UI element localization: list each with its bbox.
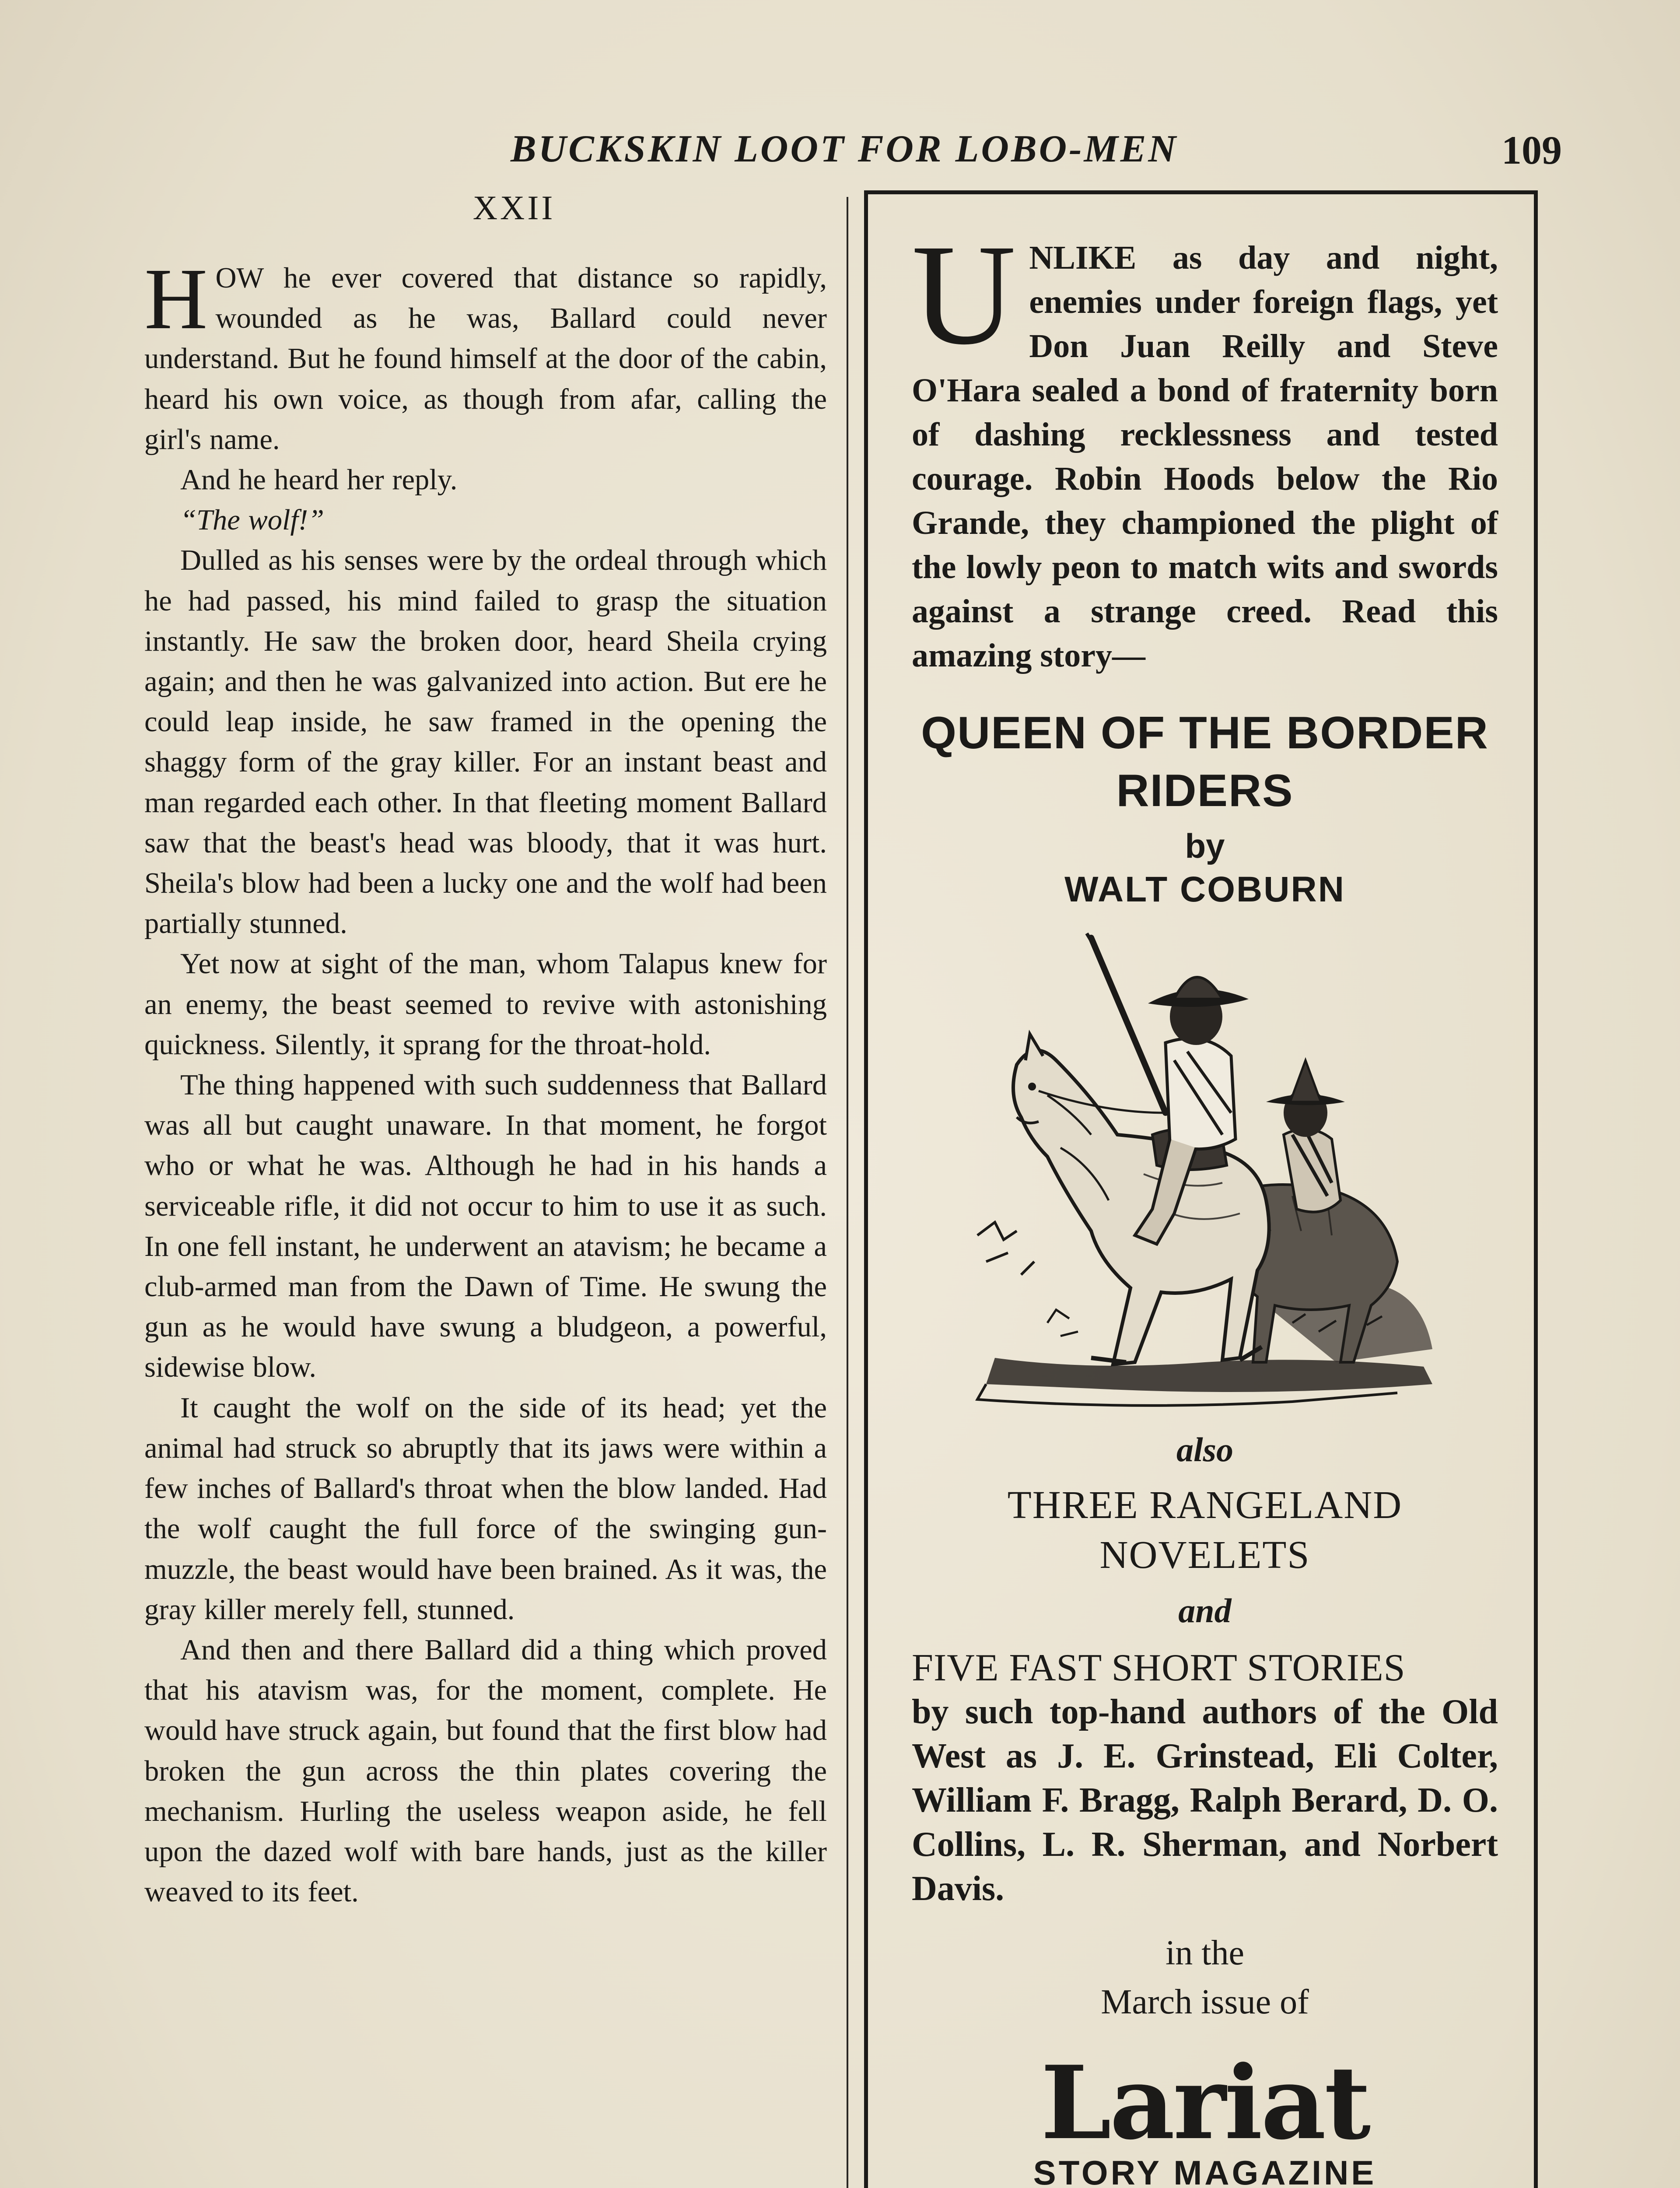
ad-and: and (1178, 1592, 1232, 1630)
story-paragraph: It caught the wolf on the side of its head; yet the animal had struck so abruptly that its jaws were within a few inches of Ballard's throat when the blow landed. Had the wolf caught the full force of the swinging gun-muzzle, the beast would have been brained. As it was, the gray killer merely fell, stunned. (144, 1392, 827, 1626)
ad-novelets: THREE RANGELAND NOVELETS (1007, 1483, 1403, 1577)
ad-author: WALT COBURN (1064, 870, 1345, 909)
magazine-subtitle: STORY MAGAZINE (1033, 2153, 1377, 2188)
story-paragraph: “The wolf!” (180, 504, 325, 536)
story-text (144, 251, 827, 1912)
drop-cap: H (144, 251, 208, 347)
ad-short-stories (912, 1646, 1498, 1911)
column-divider (847, 197, 848, 2188)
ad-intro-text: UNLIKE as day and night, enemies under foreign flags, yet Don Juan Reilly and Steve O'Hara sealed a bond of fraternity born of dashing recklessness and tested courage. Robin Hoods below the Rio Grande, they championed the plight of the lowly peon to match wits and swords against a strange creed. Read this amazing story— (912, 215, 1498, 674)
ad-authors-list: by such top-hand authors of the Old West as J. E. Grinstead, Eli Colter, William F. Bragg, Ralph Berard, D. O. Collins, L. R. Sherman, and Norbert Davis. (912, 1693, 1498, 1908)
story-column (144, 188, 827, 1912)
ad-short-stories-heading: FIVE FAST SHORT STORIES (912, 1647, 1406, 1689)
advertisement-box (864, 190, 1538, 2188)
advertisement-content (912, 215, 1498, 2188)
page-number: 109 (1502, 128, 1562, 172)
story-paragraph: Yet now at sight of the man, whom Talapus knew for an enemy, the beast seemed to revive with astonishing quickness. Silently, it sprang for the throat-hold. (144, 948, 827, 1061)
story-paragraph: The thing happened with such suddenness that Ballard was all but caught unaware. In that moment, he forgot who or what he was. Although he had in his hands a serviceable rifle, it did not occur to him to use it as such. In one fell instant, he underwent an atavism; he became a club-armed man from the Dawn of Time. He swung the gun as he would have swung a bludgeon, a powerful, sidewise blow. (144, 1069, 827, 1384)
story-paragraph: Dulled as his senses were by the ordeal through which he had passed, his mind failed to grasp the situation instantly. He saw the broken door, heard Sheila crying again; and then he was galvanized into action. But ere he could leap inside, he saw framed in the opening the shaggy form of the gray killer. For an instant beast and man regarded each other. In that fleeting moment Ballard saw that the beast's head was bloody, that it was hurt. Sheila's blow had been a lucky one and the wolf had been partially stunned. (144, 544, 827, 940)
ad-issue-line: in the March issue of (1101, 1934, 1309, 2021)
story-paragraph: And he heard her reply. (180, 464, 458, 496)
ad-story-title: QUEEN OF THE BORDER RIDERS (921, 708, 1489, 816)
page-header (0, 127, 1680, 184)
horsemen-illustration (960, 929, 1450, 1415)
ad-by: by (1185, 827, 1225, 865)
ad-drop-cap: U (912, 215, 1016, 375)
ad-also: also (1176, 1431, 1234, 1469)
story-paragraph: And then and there Ballard did a thing which proved that his atavism was, for the moment, complete. He would have struck again, but found that the first blow had broken the gun across the thin plates covering the mechanism. Hurling the useless weapon aside, he fell upon the dazed wolf with bare hands, just as the killer weaved to its feet. (144, 1634, 827, 1908)
story-paragraph: HOW he ever covered that distance so rapidly, wounded as he was, Ballard could never understand. But he found himself at the door of the cabin, heard his own voice, as though from afar, calling the girl's name. (144, 251, 827, 456)
lariat-logo: Lariat (1040, 2044, 1369, 2162)
running-title: BUCKSKIN LOOT FOR LOBO-MEN (511, 128, 1178, 170)
chapter-heading: XXII (472, 189, 556, 227)
